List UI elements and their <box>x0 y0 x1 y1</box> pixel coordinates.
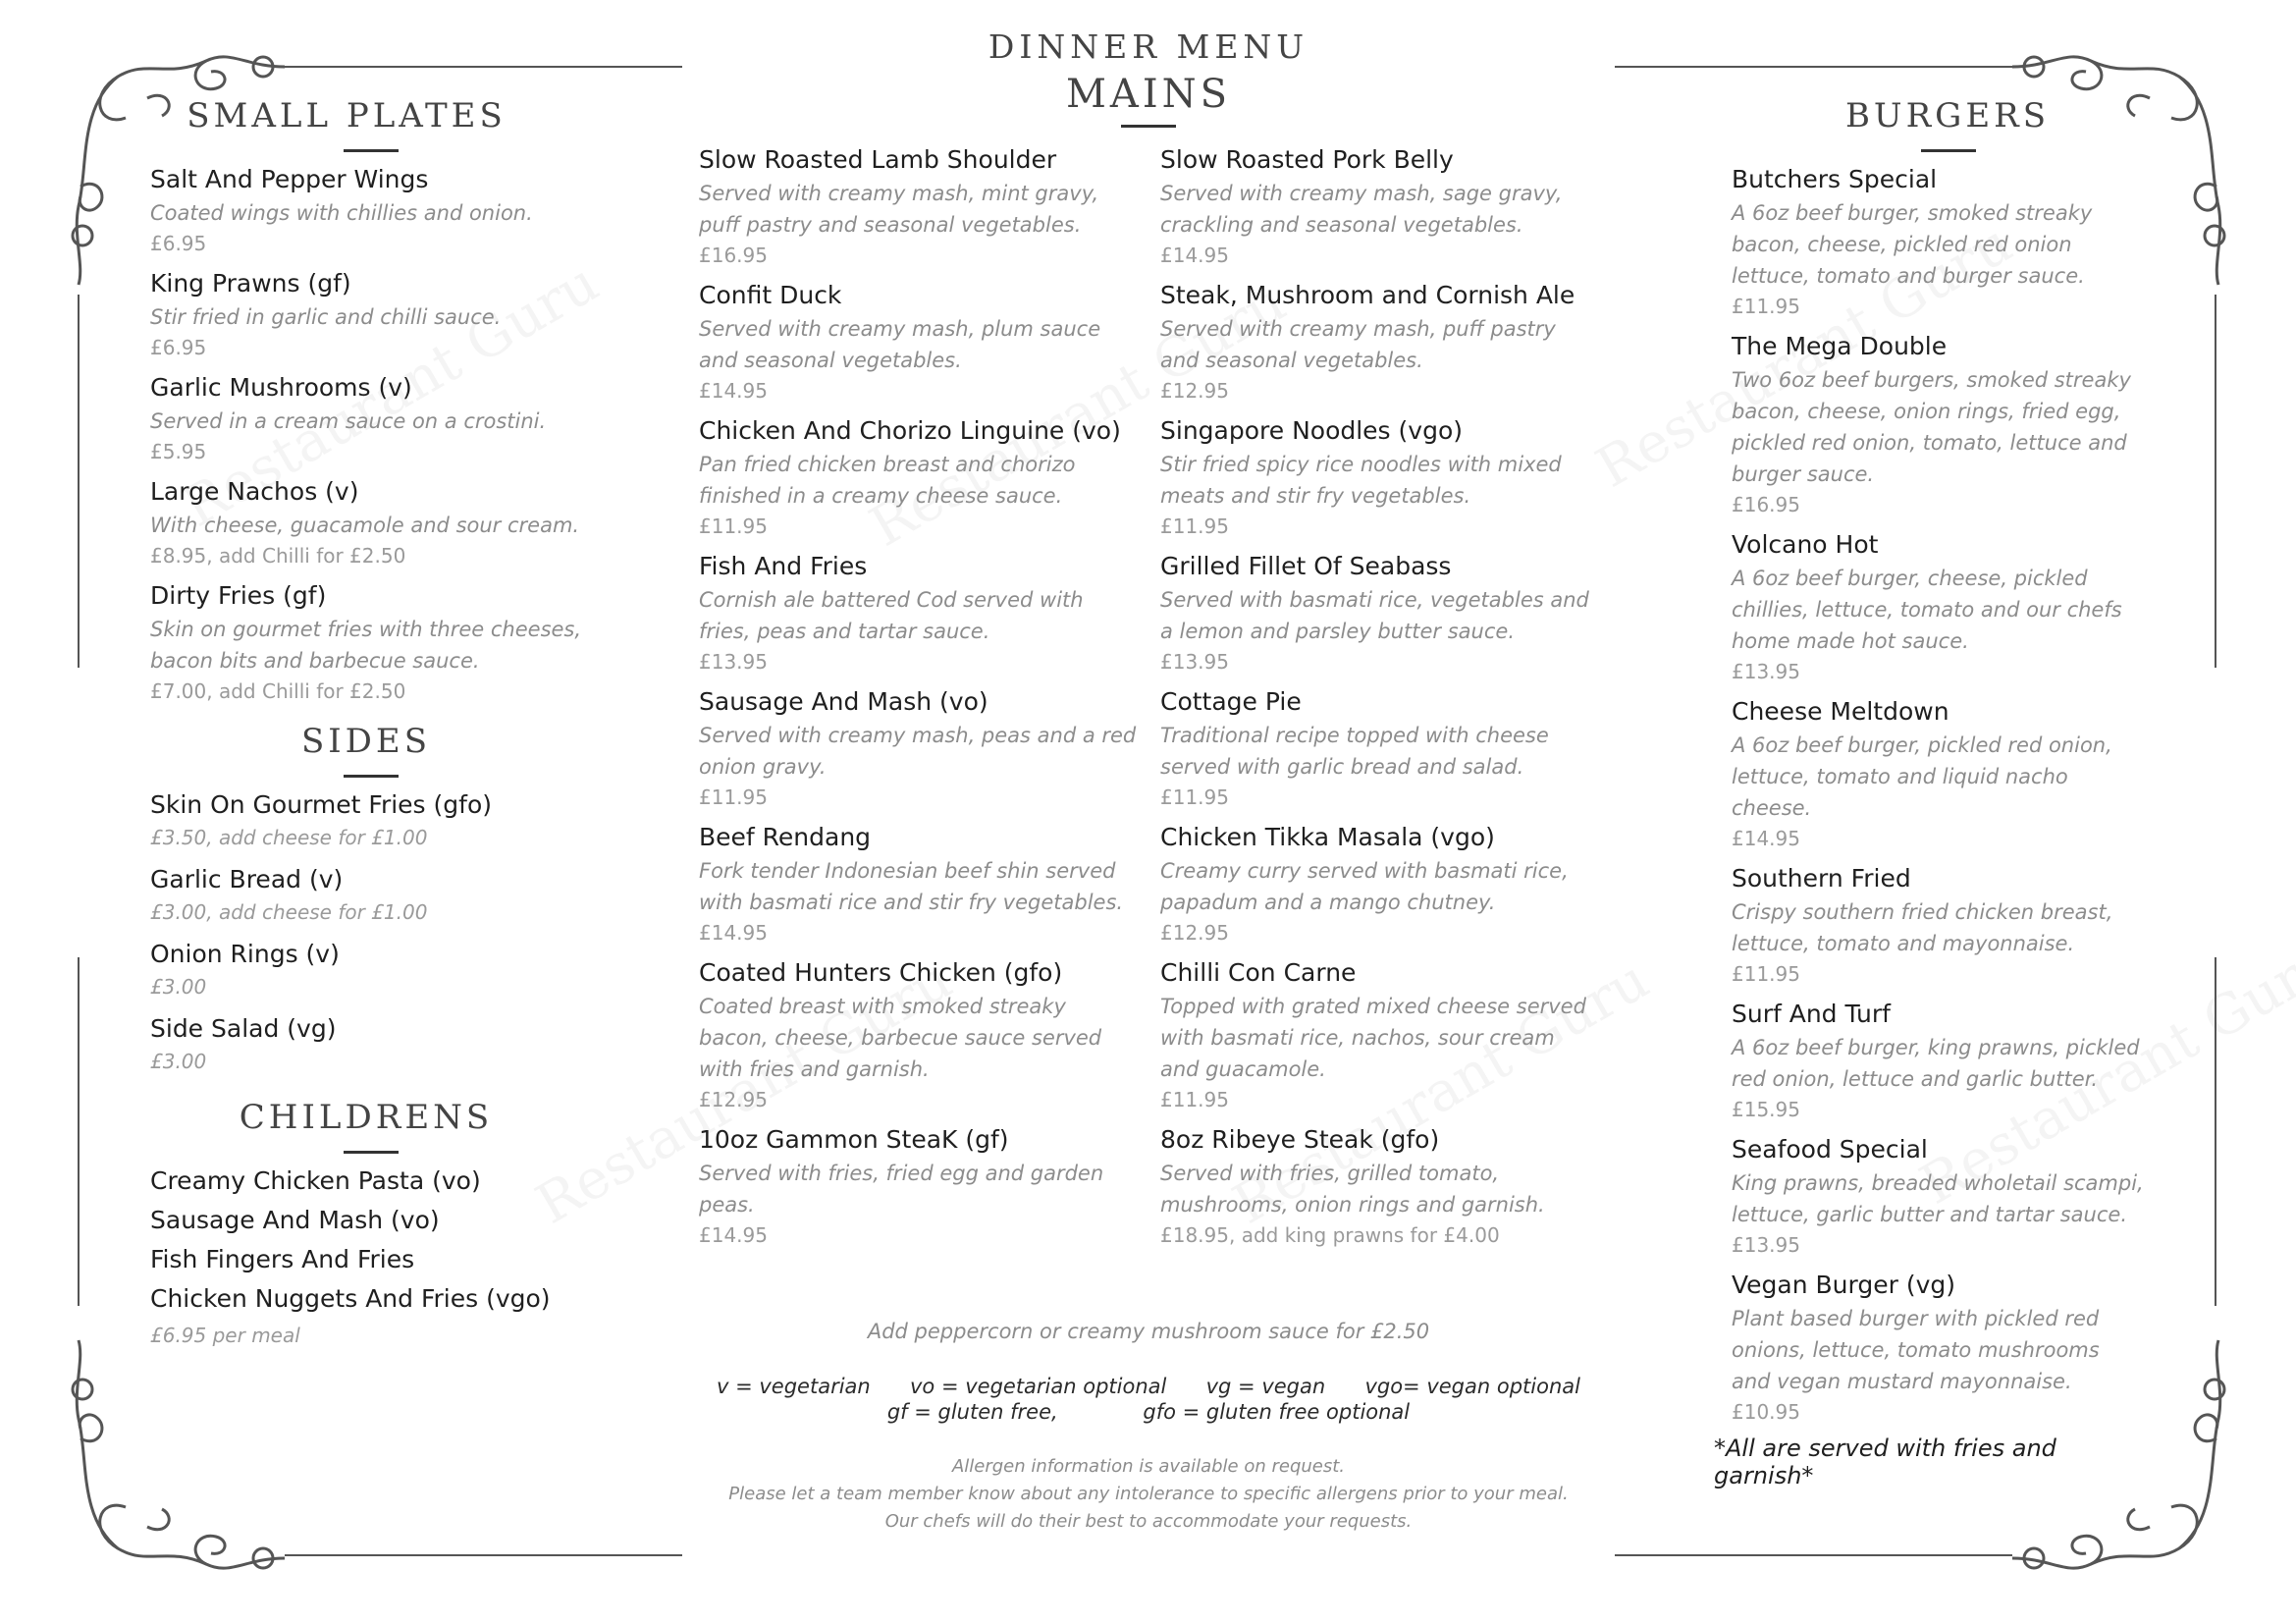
small-plates-list <box>150 162 582 706</box>
menu-item <box>150 474 582 570</box>
ornament-bottom-left-icon <box>59 1330 294 1586</box>
menu-item-name: 10oz Gammon SteaK (gf) <box>699 1125 1009 1154</box>
menu-item-price: £15.95 <box>1732 1098 1800 1121</box>
menu-item <box>150 162 582 258</box>
menu-item-price: £11.95 <box>699 785 768 809</box>
menu-item-price: £16.95 <box>1732 493 1800 516</box>
menu-item-price: £3.00 <box>150 975 207 999</box>
allergen-line-1: Allergen information is available on request. <box>951 1456 1346 1477</box>
menu-item-name: Sausage And Mash (vo) <box>699 687 988 716</box>
menu-item-name: The Mega Double <box>1732 332 1948 360</box>
menu-item-name: King Prawns (gf) <box>150 269 351 298</box>
menu-item-price: £11.95 <box>699 514 768 538</box>
left-column <box>150 96 582 1350</box>
page-title: DINNER MENU <box>988 27 1309 66</box>
menu-item-name: Steak, Mushroom and Cornish Ale <box>1160 281 1575 309</box>
mains-right-list <box>1160 142 1592 1250</box>
burgers-note: *All are served with fries and garnish* <box>1714 1435 2056 1489</box>
menu-item-price: £14.95 <box>699 1223 768 1247</box>
menu-item-description: Fork tender Indonesian beef shin served with basmati rice and stir fry vegetables. <box>699 859 1124 914</box>
menu-item-name: Vegan Burger (vg) <box>1732 1271 1956 1299</box>
menu-item <box>1160 955 1592 1114</box>
mains-title: MAINS <box>1065 72 1232 117</box>
menu-item-price: £11.95 <box>1160 1088 1229 1111</box>
allergen-note <box>687 1453 1610 1536</box>
legend-vg: vg = vegan <box>1205 1375 1326 1398</box>
menu-item <box>150 1281 582 1317</box>
menu-item-description: Served with fries, grilled tomato, mushrooms, onion rings and garnish. <box>1160 1162 1545 1217</box>
menu-item <box>1160 278 1592 406</box>
menu-item-price: £11.95 <box>1732 295 1800 318</box>
menu-item-description: Two 6oz beef burgers, smoked streaky bacon, cheese, onion rings, fried egg, pickled red onion, tomato, lettuce and burger sauce. <box>1732 368 2131 486</box>
menu-item-price: £13.95 <box>1732 660 1800 683</box>
menu-item-name: Slow Roasted Pork Belly <box>1160 145 1454 174</box>
menu-header <box>883 27 1414 128</box>
menu-item-price: £13.95 <box>1732 1233 1800 1257</box>
menu-item-name: Seafood Special <box>1732 1135 1928 1164</box>
burgers-rule <box>1921 149 1976 152</box>
mains-rule <box>1121 125 1176 128</box>
menu-item-name: Chicken And Chorizo Linguine (vo) <box>699 416 1121 445</box>
menu-item <box>1732 997 2144 1124</box>
menu-item-description: A 6oz beef burger, smoked streaky bacon, cheese, pickled red onion lettuce, tomato and burger sauce. <box>1732 201 2093 288</box>
menu-item-description: A 6oz beef burger, pickled red onion, lettuce, tomato and liquid nacho cheese. <box>1732 733 2112 820</box>
menu-item-description: Stir fried spicy rice noodles with mixed meats and stir fry vegetables. <box>1160 453 1562 508</box>
menu-item <box>1160 820 1592 947</box>
menu-item <box>1160 413 1592 541</box>
menu-item-price: £11.95 <box>1160 785 1229 809</box>
mains-right-column <box>1160 142 1592 1258</box>
menu-item-price: £3.00, add cheese for £1.00 <box>150 900 428 924</box>
menu-item <box>150 937 582 1001</box>
menu-item-name: Southern Fried <box>1732 864 1911 893</box>
menu-item-description: Served with basmati rice, vegetables and a lemon and parsley butter sauce. <box>1160 588 1589 643</box>
frame-left-lower-rule <box>78 957 80 1306</box>
menu-item-name: Cheese Meltdown <box>1732 697 1949 726</box>
mains-left-column <box>699 142 1141 1258</box>
menu-item-price: £6.95 <box>150 336 207 359</box>
menu-item-description: Served with fries, fried egg and garden peas. <box>699 1162 1104 1217</box>
menu-item <box>1160 1122 1592 1250</box>
menu-item-price: £6.95 <box>150 232 207 255</box>
legend-vgo: vgo= vegan optional <box>1364 1375 1580 1398</box>
menu-item-name: Chicken Tikka Masala (vgo) <box>1160 823 1495 851</box>
menu-item-description: Coated breast with smoked streaky bacon, cheese, barbecue sauce served with fries and garnish. <box>699 995 1102 1081</box>
menu-item <box>1732 527 2144 686</box>
childrens-rule <box>344 1151 399 1154</box>
menu-item-description: Served with creamy mash, puff pastry and seasonal vegetables. <box>1160 317 1556 372</box>
menu-item <box>1732 1132 2144 1260</box>
menu-item-name: Chicken Nuggets And Fries (vgo) <box>150 1284 551 1313</box>
menu-item <box>150 370 582 466</box>
legend-gf: gf = gluten free, <box>886 1400 1058 1424</box>
menu-item-price: £12.95 <box>699 1088 768 1111</box>
frame-top-left-rule <box>285 66 682 68</box>
legend-vo: vo = vegetarian optional <box>910 1375 1167 1398</box>
frame-top-right-rule <box>1615 66 2012 68</box>
menu-item <box>699 955 1141 1114</box>
menu-item-price: £7.00, add Chilli for £2.50 <box>150 679 406 703</box>
legend-gfo: gfo = gluten free optional <box>1143 1400 1411 1424</box>
frame-left-upper-rule <box>78 295 80 668</box>
menu-item-name: Sausage And Mash (vo) <box>150 1206 440 1234</box>
menu-item-description: Topped with grated mixed cheese served with basmati rice, nachos, sour cream and guacamole. <box>1160 995 1586 1081</box>
burgers-title: BURGERS <box>1844 96 2051 135</box>
childrens-price: £6.95 per meal <box>150 1324 300 1347</box>
menu-item-price: £18.95, add king prawns for £4.00 <box>1160 1223 1500 1247</box>
burgers-column <box>1714 96 2144 1489</box>
menu-item-price: £14.95 <box>699 921 768 945</box>
menu-item-name: Chilli Con Carne <box>1160 958 1357 987</box>
menu-item-price: £10.95 <box>1732 1400 1800 1424</box>
menu-item-name: Slow Roasted Lamb Shoulder <box>699 145 1057 174</box>
frame-bottom-right-rule <box>1615 1554 2012 1556</box>
legend-v: v = vegetarian <box>717 1375 871 1398</box>
menu-item-description: Coated wings with chillies and onion. <box>150 201 533 225</box>
menu-item <box>1732 694 2144 853</box>
menu-item-description: Plant based burger with pickled red onions, lettuce, tomato mushrooms and vegan mustard mayonnaise. <box>1732 1307 2100 1393</box>
menu-item-name: Butchers Special <box>1732 165 1938 193</box>
menu-item-description: Pan fried chicken breast and chorizo finished in a creamy cheese sauce. <box>699 453 1076 508</box>
menu-item-price: £14.95 <box>1160 244 1229 267</box>
menu-item <box>150 266 582 362</box>
menu-item-name: Dirty Fries (gf) <box>150 581 327 610</box>
menu-item-price: £8.95, add Chilli for £2.50 <box>150 544 406 568</box>
menu-item-name: Coated Hunters Chicken (gfo) <box>699 958 1063 987</box>
allergen-line-3: Our chefs will do their best to accommodate your requests. <box>884 1511 1413 1532</box>
menu-item-description: Served with creamy mash, peas and a red onion gravy. <box>699 724 1137 779</box>
menu-item-description: Skin on gourmet fries with three cheeses, bacon bits and barbecue sauce. <box>150 618 582 673</box>
menu-item-description: Crispy southern fried chicken breast, lettuce, tomato and mayonnaise. <box>1732 900 2113 955</box>
sides-rule <box>344 775 399 778</box>
menu-item-name: Skin On Gourmet Fries (gfo) <box>150 790 492 819</box>
menu-item-price: £11.95 <box>1732 962 1800 986</box>
frame-right-upper-rule <box>2215 295 2216 668</box>
allergen-line-2: Please let a team member know about any intolerance to specific allergens prior to your meal. <box>728 1484 1569 1504</box>
childrens-list <box>150 1164 582 1317</box>
small-plates-rule <box>344 149 399 152</box>
frame-right-lower-rule <box>2215 957 2216 1306</box>
menu-item-description: Served in a cream sauce on a crostini. <box>150 409 547 433</box>
menu-item <box>1160 684 1592 812</box>
menu-item-price: £13.95 <box>699 650 768 674</box>
mains-footer <box>687 1316 1610 1536</box>
menu-item-name: Onion Rings (v) <box>150 940 340 968</box>
menu-item <box>699 278 1141 406</box>
dietary-legend <box>687 1375 1610 1424</box>
menu-item-description: Cornish ale battered Cod served with fries, peas and tartar sauce. <box>699 588 1084 643</box>
menu-item <box>1160 142 1592 270</box>
menu-item-description: King prawns, breaded wholetail scampi, lettuce, garlic butter and tartar sauce. <box>1732 1171 2144 1226</box>
menu-item-price: £11.95 <box>1160 514 1229 538</box>
menu-item-description: Served with creamy mash, sage gravy, crackling and seasonal vegetables. <box>1160 182 1563 237</box>
menu-item <box>150 578 582 706</box>
mains-left-list <box>699 142 1141 1250</box>
menu-item-price: £5.95 <box>150 440 207 463</box>
menu-item-description: Creamy curry served with basmati rice, papadum and a mango chutney. <box>1160 859 1569 914</box>
menu-item <box>1732 1268 2144 1427</box>
menu-item <box>150 1011 582 1076</box>
menu-item <box>1732 162 2144 321</box>
menu-item <box>150 862 582 927</box>
menu-item-description: With cheese, guacamole and sour cream. <box>150 514 580 537</box>
menu-item <box>1732 329 2144 519</box>
menu-item-name: Cottage Pie <box>1160 687 1302 716</box>
menu-item <box>699 142 1141 270</box>
sauce-note: Add peppercorn or creamy mushroom sauce for £2.50 <box>867 1320 1430 1343</box>
menu-item-price: £3.00 <box>150 1050 207 1073</box>
menu-item-description: Served with creamy mash, plum sauce and seasonal vegetables. <box>699 317 1101 372</box>
menu-item-description: Served with creamy mash, mint gravy, puff pastry and seasonal vegetables. <box>699 182 1099 237</box>
menu-item-name: 8oz Ribeye Steak (gfo) <box>1160 1125 1440 1154</box>
menu-item <box>699 1122 1141 1250</box>
menu-item-name: Beef Rendang <box>699 823 872 851</box>
menu-item-price: £3.50, add cheese for £1.00 <box>150 826 428 849</box>
menu-item-description: A 6oz beef burger, king prawns, pickled red onion, lettuce and garlic butter. <box>1732 1036 2140 1091</box>
menu-item-description: A 6oz beef burger, cheese, pickled chillies, lettuce, tomato and our chefs home made hot sauce. <box>1732 567 2122 653</box>
menu-item-name: Singapore Noodles (vgo) <box>1160 416 1463 445</box>
frame-bottom-left-rule <box>285 1554 682 1556</box>
small-plates-title: SMALL PLATES <box>187 96 507 135</box>
menu-item-price: £12.95 <box>1160 921 1229 945</box>
menu-item-price: £14.95 <box>1732 827 1800 850</box>
menu-item <box>1732 861 2144 989</box>
menu-item <box>699 684 1141 812</box>
menu-item-name: Surf And Turf <box>1732 1000 1891 1028</box>
menu-item <box>699 549 1141 677</box>
menu-item <box>150 1242 582 1277</box>
menu-item-price: £14.95 <box>699 379 768 403</box>
menu-item-name: Grilled Fillet Of Seabass <box>1160 552 1452 580</box>
menu-item-name: Volcano Hot <box>1732 530 1879 559</box>
menu-item <box>150 787 582 852</box>
menu-item-description: Stir fried in garlic and chilli sauce. <box>150 305 502 329</box>
menu-item-price: £13.95 <box>1160 650 1229 674</box>
menu-item-name: Fish Fingers And Fries <box>150 1245 415 1273</box>
sides-list <box>150 787 582 1076</box>
menu-item-name: Salt And Pepper Wings <box>150 165 429 193</box>
menu-item-name: Large Nachos (v) <box>150 477 359 506</box>
menu-item-description: Traditional recipe topped with cheese served with garlic bread and salad. <box>1160 724 1549 779</box>
menu-item <box>150 1203 582 1238</box>
menu-item-name: Fish And Fries <box>699 552 868 580</box>
menu-item-name: Confit Duck <box>699 281 842 309</box>
menu-item <box>699 413 1141 541</box>
burgers-list <box>1732 162 2144 1427</box>
sides-title: SIDES <box>300 722 432 761</box>
childrens-title: CHILDRENS <box>239 1098 494 1137</box>
menu-item <box>150 1164 582 1199</box>
menu-item-name: Garlic Mushrooms (v) <box>150 373 412 402</box>
menu-item <box>1160 549 1592 677</box>
menu-item <box>699 820 1141 947</box>
menu-item-name: Creamy Chicken Pasta (vo) <box>150 1166 481 1195</box>
menu-item-name: Side Salad (vg) <box>150 1014 337 1043</box>
menu-item-name: Garlic Bread (v) <box>150 865 344 893</box>
menu-item-price: £12.95 <box>1160 379 1229 403</box>
menu-item-price: £16.95 <box>699 244 768 267</box>
